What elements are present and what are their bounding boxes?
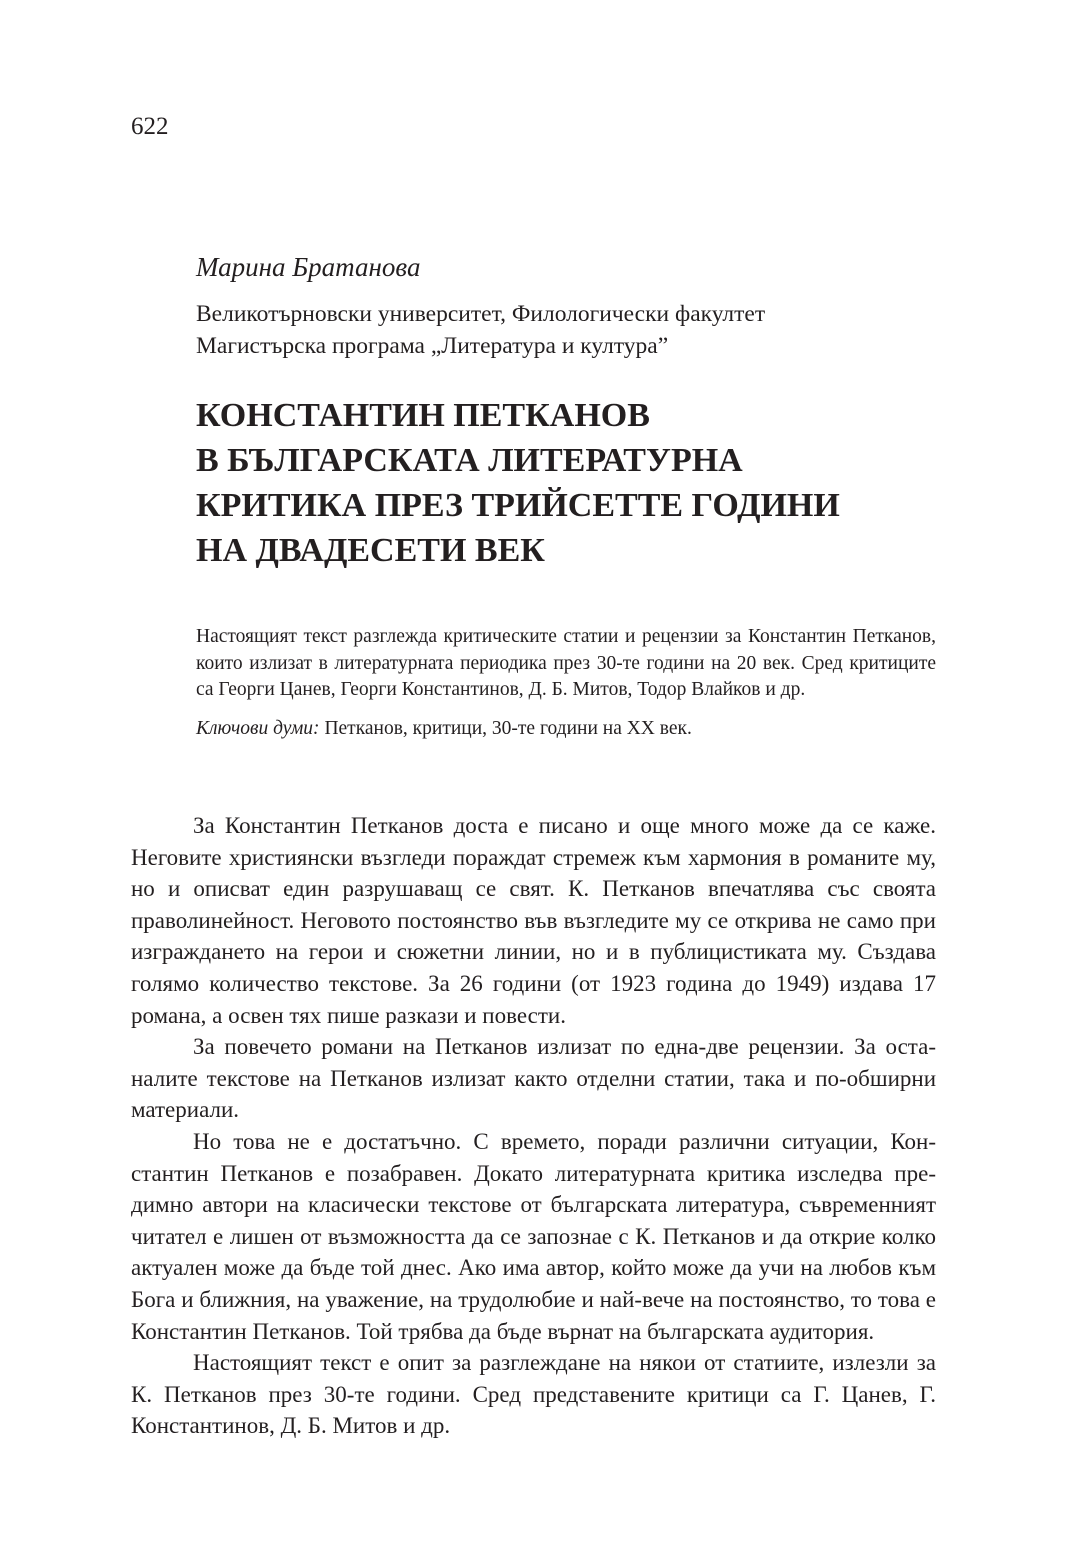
author-affiliation [196,298,765,362]
keywords-list: Петканов, критици, 30-те години на ХХ век. [319,717,692,739]
body-paragraph: Но това не е достатъчно. С времето, поради различни ситуации, Константин Петканов е позабравен. Докато литературната критика изследва предимно автори на класически текстове от българската литература, съвременният читател е лишен от възможността да се запознае с К. Петканов и да открие колко актуален може да бъде той днес. Ако има автор, който може да учи на любов към Бога и ближния, на уважение, на трудолюбие и най-вече на постоянство, то това е Константин Петканов. Той трябва да бъде върнат на българската аудитория. [131,1128,936,1344]
author-name: Марина Братанова [196,252,421,282]
body-paragraph: Настоящият текст е опит за разглеждане на някои от статиите, излезли за К. Петканов през 30-те години. Сред представените критици са Г. Цанев, Г. Константинов, Д. Б. Митов и др. [131,1350,936,1439]
abstract [196,624,936,742]
keywords-label: Ключови думи: [196,717,320,739]
article-title [196,393,840,573]
body-paragraph: За Константин Петканов доста е писано и още много може да се каже. Неговите християнски възгледи пораждат стремеж към хармония в романите му, но и описват един разрушаващ се свят. К. Петканов впечатлява със своята праволинейност. Неговото постоянство във възгледите му се открива не само при изграждането на герои и сюжетни линии, но и в публицистиката му. Създава голямо количество текстове. За 26 години (от 1923 година до 1949) издава 17 романа, а освен тях пише разкази и повести. [131,813,936,1028]
body-paragraph: За повечето романи на Петканов излизат по една-две рецензии. За останалите текстове на Петканов излизат както отделни статии, така и по-обширни материали. [131,1034,936,1123]
article-body [131,810,936,1442]
keywords [196,716,936,743]
title-line: КОНСТАНТИН ПЕТКАНОВ [196,397,650,434]
title-line: КРИТИКА ПРЕЗ ТРИЙСЕТТЕ ГОДИНИ [196,487,840,524]
affiliation-program: Магистърска програма „Литература и култура” [196,333,669,359]
title-line: НА ДВАДЕСЕТИ ВЕК [196,532,545,569]
title-line: В БЪЛГАРСКАТА ЛИТЕРАТУРНА [196,442,743,479]
affiliation-university: Великотърновски университет, Филологически факултет [196,301,766,327]
abstract-text: Настоящият текст разглежда критическите статии и рецензии за Константин Петканов, които излизат в литературната периодика през 30-те години на 20 век. Сред критиците са Георги Цанев, Георги Константинов, Д. Б. Митов, Тодор Влайков и др. [196,626,936,700]
page-number: 622 [131,113,169,140]
